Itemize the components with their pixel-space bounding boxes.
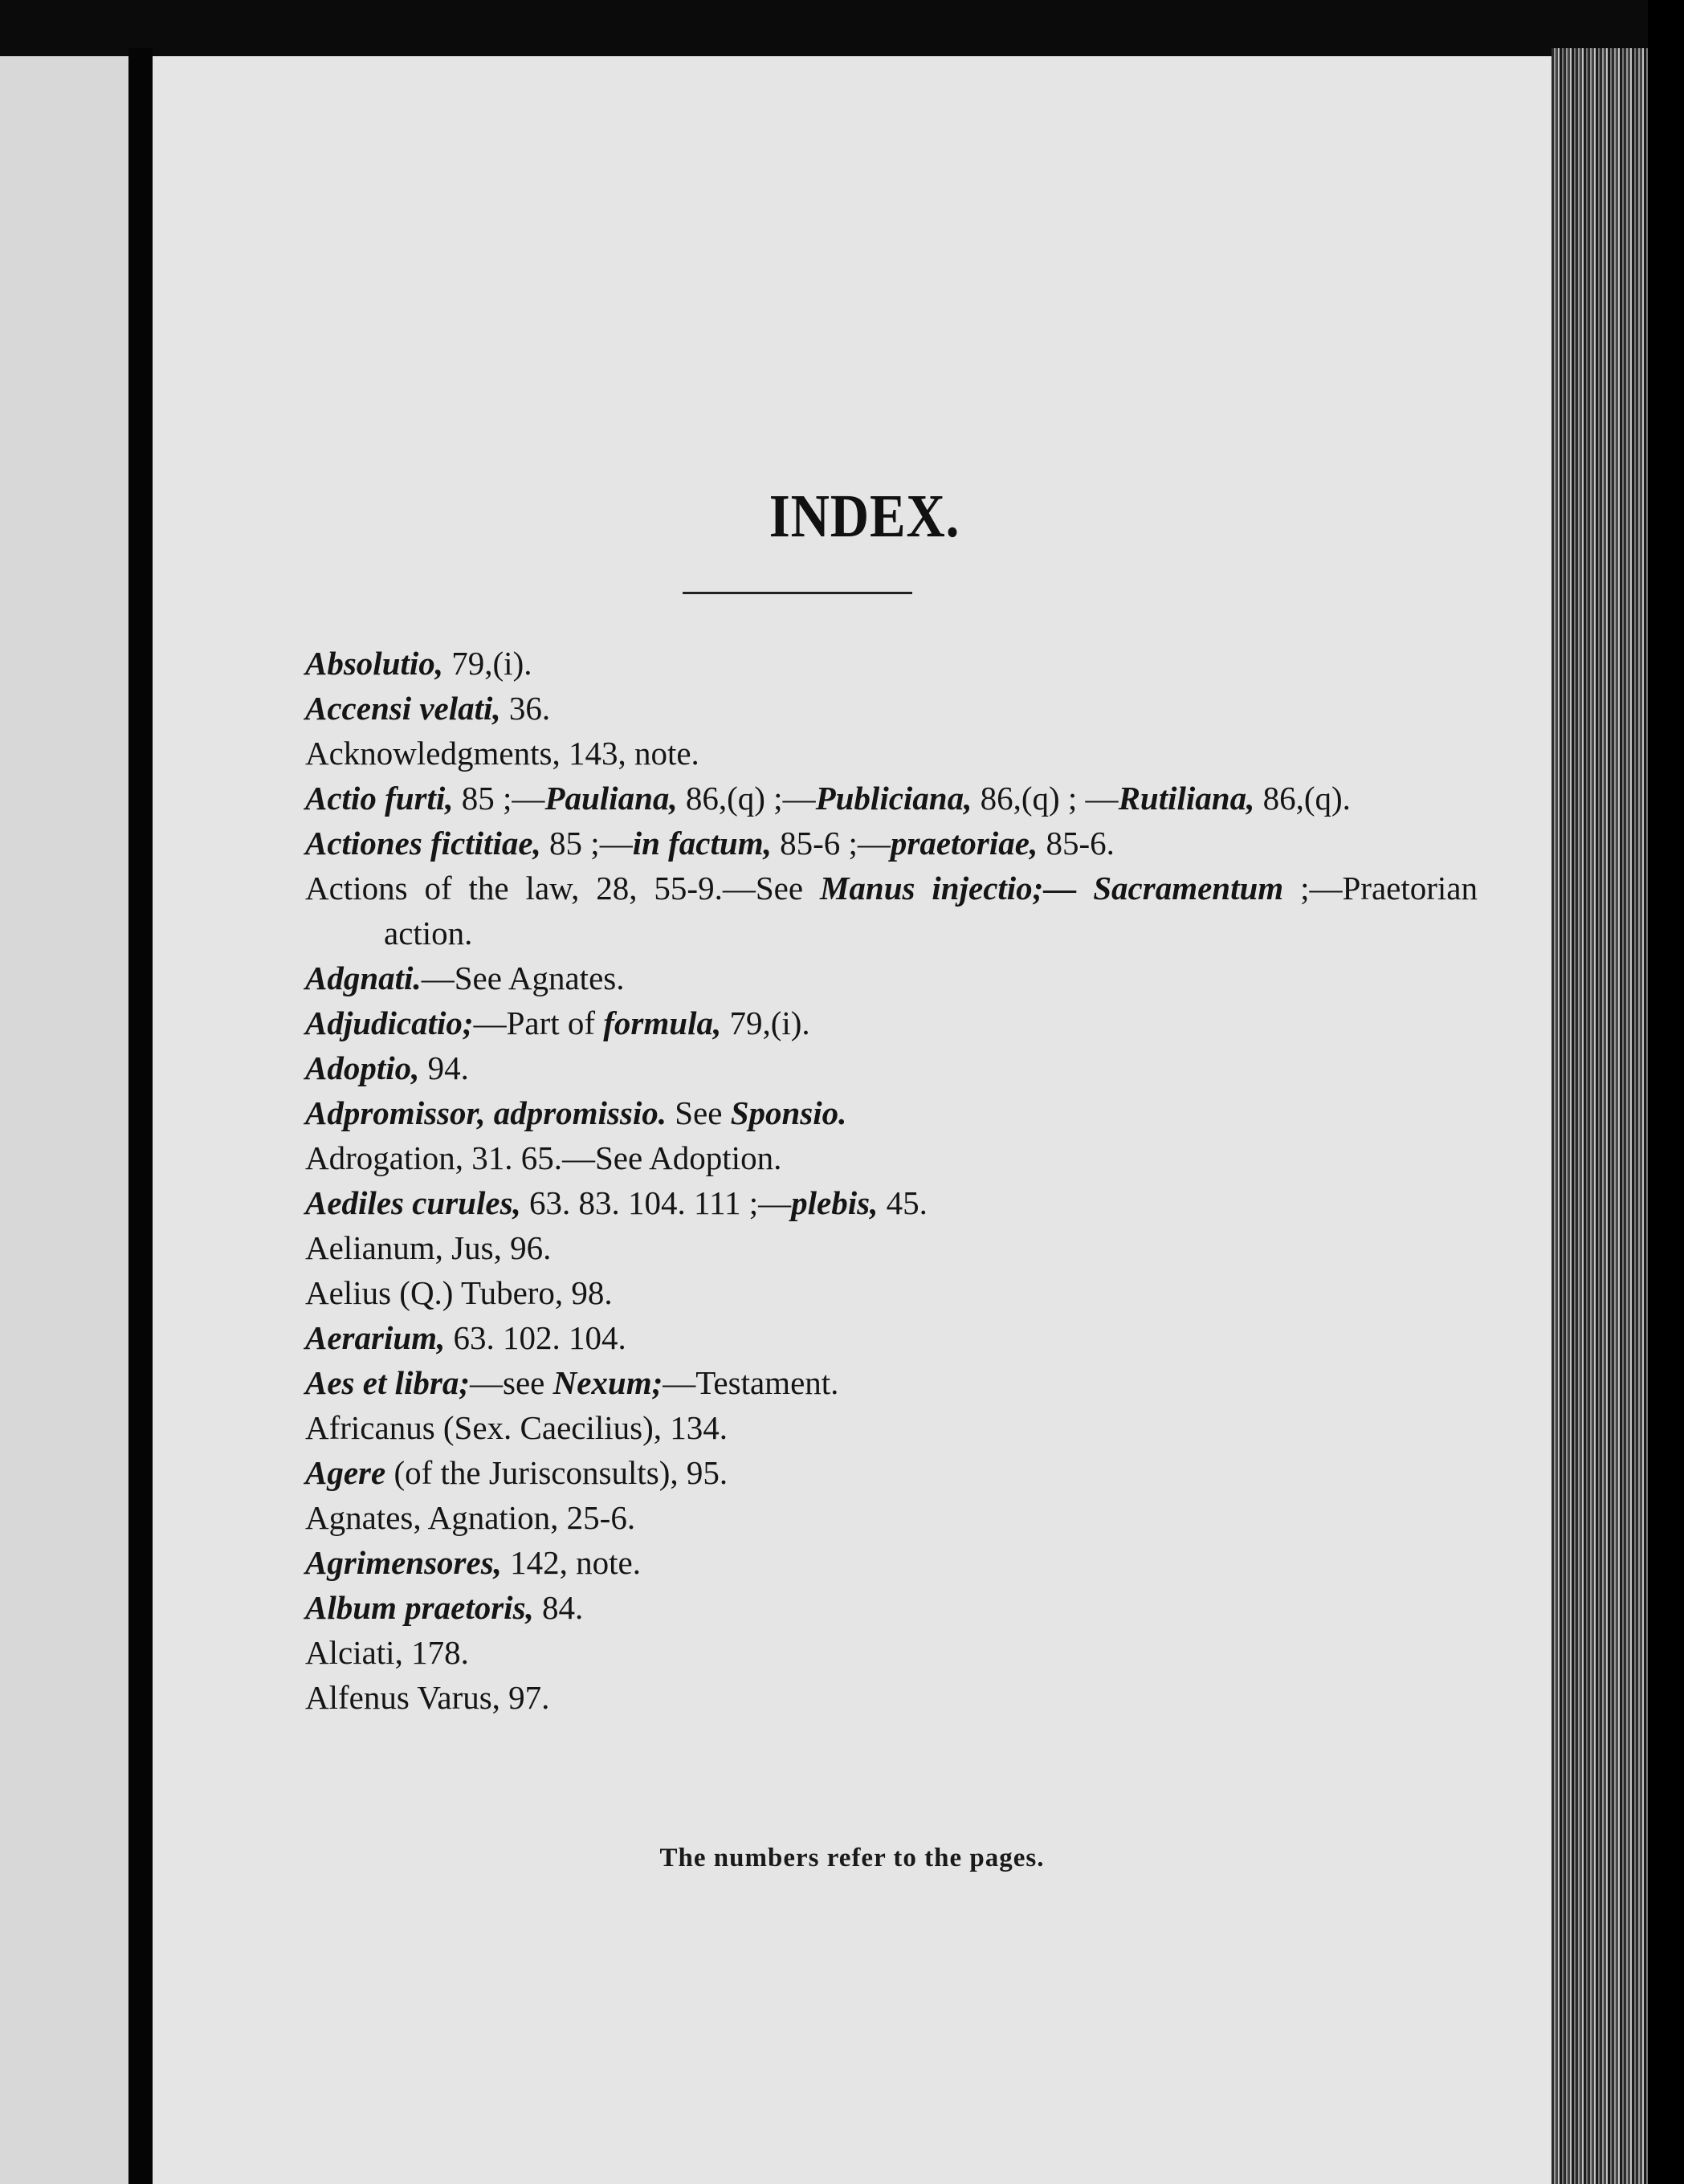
entry-term: formula,: [603, 1004, 730, 1041]
entry-text: Alciati, 178.: [305, 1634, 469, 1671]
entry-text: —see: [469, 1364, 553, 1401]
entry-term: Actiones fictitiae,: [305, 825, 550, 862]
index-entry: [305, 1090, 1478, 1135]
entry-term: Adoptio,: [305, 1049, 428, 1086]
index-entry: [305, 1270, 1478, 1315]
index-entries: [305, 641, 1478, 1720]
index-entry: [305, 1135, 1478, 1180]
entry-text: 63. 83. 104. 111 ;—: [529, 1184, 792, 1221]
index-entry: [305, 1000, 1478, 1045]
entry-text: Agnates, Agnation, 25-6.: [305, 1499, 636, 1536]
entry-term: Rutiliana,: [1118, 780, 1263, 817]
entry-text: Adrogation, 31. 65.—See Adoption.: [305, 1139, 782, 1176]
index-entry: [305, 1360, 1478, 1405]
entry-text: —See Agnates.: [421, 960, 625, 996]
entry-text: Actions of the law, 28, 55-9.—See: [305, 870, 820, 907]
entry-text: Africanus (Sex. Caecilius), 134.: [305, 1409, 728, 1446]
index-entry: [305, 1315, 1478, 1360]
entry-text: 94.: [427, 1049, 469, 1086]
entry-text: Aelianum, Jus, 96.: [305, 1229, 552, 1266]
entry-text: 85 ;—: [549, 825, 633, 862]
entry-term: Aerarium,: [305, 1319, 454, 1356]
entry-term: Sponsio.: [730, 1094, 847, 1131]
index-entry: [305, 731, 1478, 776]
index-entry: [305, 1405, 1478, 1450]
entry-text: 45.: [886, 1184, 928, 1221]
entry-text: ;—Praetorian action.: [384, 870, 1478, 951]
entry-text: Aelius (Q.) Tubero, 98.: [305, 1274, 613, 1311]
entry-text: 86,(q) ; —: [980, 780, 1119, 817]
entry-text: 85-6.: [1046, 825, 1115, 862]
entry-term: Agrimensores,: [305, 1544, 511, 1581]
entry-term: Album praetoris,: [305, 1589, 543, 1626]
index-entry: [305, 1180, 1478, 1225]
entry-term: Actio furti,: [305, 780, 462, 817]
facing-page-edge: [0, 56, 128, 2184]
book-gutter: [128, 48, 153, 2184]
scan-border: [1648, 0, 1684, 2184]
index-entry: [305, 776, 1478, 821]
index-entry: [305, 1585, 1478, 1630]
entry-text: 36.: [508, 690, 551, 727]
index-entry: [305, 1045, 1478, 1090]
entry-term: Absolutio,: [305, 645, 452, 682]
index-entry: [305, 641, 1478, 686]
entry-text: —Part of: [473, 1004, 604, 1041]
entry-text: 79,(i).: [729, 1004, 810, 1041]
page-title: INDEX.: [769, 483, 960, 550]
entry-text: Acknowledgments, 143, note.: [305, 735, 699, 772]
title-rule: [683, 592, 912, 594]
entry-term: Publiciana,: [815, 780, 981, 817]
index-entry: [305, 1540, 1478, 1585]
entry-text: 85-6 ;—: [780, 825, 891, 862]
index-page: [153, 56, 1551, 2184]
entry-term: Adjudicatio;: [305, 1004, 474, 1041]
entry-text: —Testament.: [663, 1364, 839, 1401]
entry-term: Adpromissor, adpromissio.: [305, 1094, 675, 1131]
entry-term: Pauliana,: [544, 780, 686, 817]
entry-term: Nexum;: [552, 1364, 663, 1401]
index-entry: [305, 956, 1478, 1000]
index-entry: [305, 1450, 1478, 1495]
index-entry: [305, 1675, 1478, 1720]
index-entry: [305, 1495, 1478, 1540]
book-fore-edge: [1551, 48, 1648, 2184]
entry-text: 79,(i).: [451, 645, 532, 682]
entry-term: Adgnati.: [305, 960, 422, 996]
entry-term: plebis,: [791, 1184, 887, 1221]
entry-text: Alfenus Varus, 97.: [305, 1679, 550, 1716]
entry-term: Accensi velati,: [305, 690, 509, 727]
entry-term: Agere: [305, 1454, 394, 1491]
footnote: The numbers refer to the pages.: [659, 1844, 1045, 1872]
entry-text: 86,(q).: [1262, 780, 1351, 817]
entry-term: in factum,: [632, 825, 781, 862]
index-entry: [305, 686, 1478, 731]
index-entry: [305, 1630, 1478, 1675]
entry-text: 63. 102. 104.: [453, 1319, 626, 1356]
entry-text: See: [675, 1094, 731, 1131]
entry-text: 84.: [542, 1589, 584, 1626]
entry-text: 86,(q) ;—: [685, 780, 816, 817]
index-entry: [305, 1225, 1478, 1270]
entry-text: 85 ;—: [461, 780, 545, 817]
entry-term: praetoriae,: [890, 825, 1046, 862]
entry-term: Manus injectio;— Sacramentum: [819, 870, 1284, 907]
entry-text: (of the Jurisconsults), 95.: [393, 1454, 728, 1491]
index-entry: [305, 821, 1478, 866]
index-entry: [305, 866, 1478, 956]
entry-text: 142, note.: [510, 1544, 641, 1581]
entry-term: Aes et libra;: [305, 1364, 470, 1401]
entry-term: Aediles curules,: [305, 1184, 530, 1221]
